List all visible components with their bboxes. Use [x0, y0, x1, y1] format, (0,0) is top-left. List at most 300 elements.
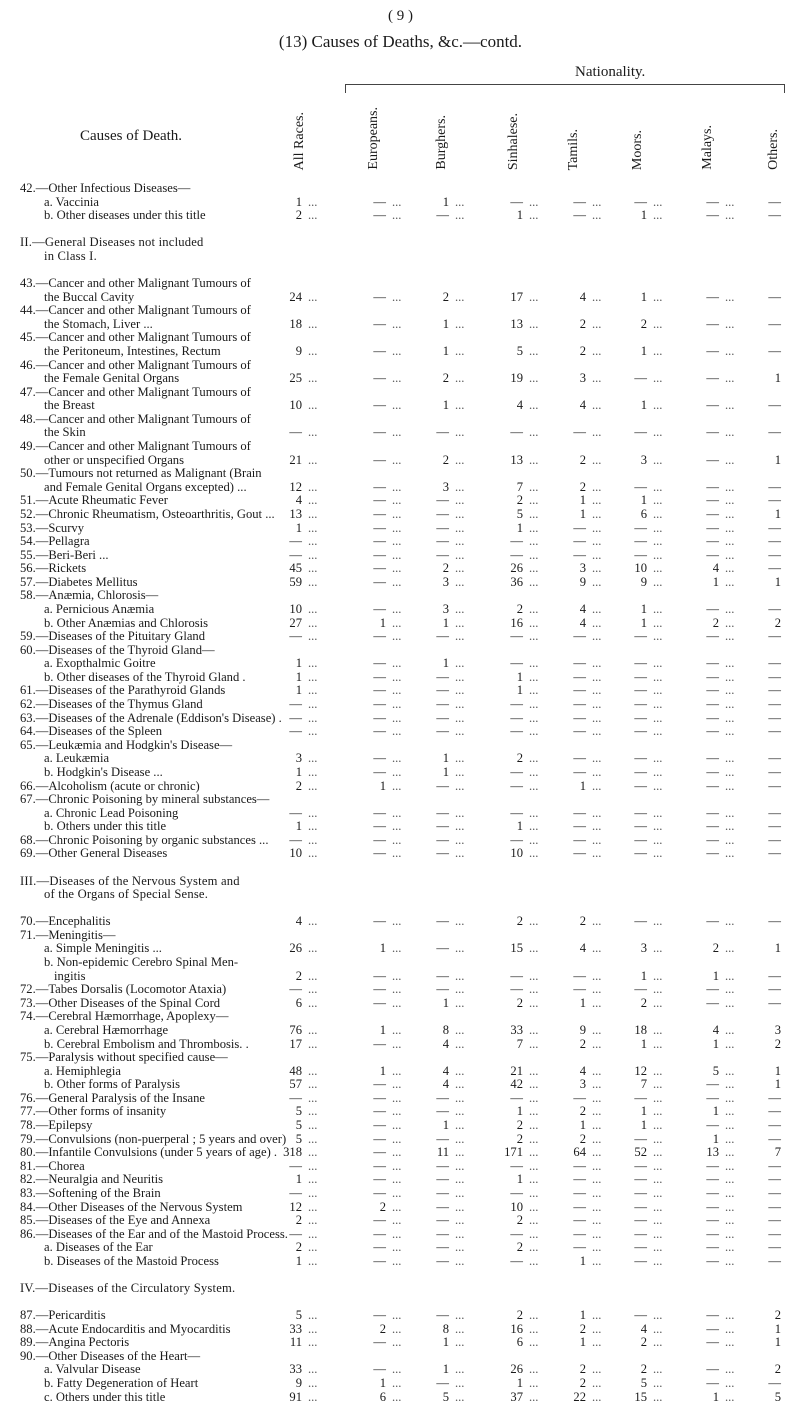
count-cell: — [289, 1158, 302, 1173]
leader-dots: ... [455, 778, 465, 793]
count-cell: — [373, 208, 386, 223]
count-cell: 10 [634, 561, 647, 576]
count-cell: 2 [516, 493, 523, 508]
leader-dots: ... [725, 1077, 735, 1092]
count-cell: — [510, 547, 523, 562]
leader-dots: ... [592, 724, 602, 739]
count-cell: 2 [640, 1335, 647, 1350]
column-header [766, 90, 790, 170]
count-cell: — [436, 534, 449, 549]
count-cell: — [289, 697, 302, 712]
count-cell: — [768, 697, 781, 712]
count-cell: 4 [442, 1063, 449, 1078]
leader-dots: ... [392, 1077, 402, 1092]
table-row [0, 941, 801, 955]
leader-dots: ... [725, 1090, 735, 1105]
count-cell: 2 [712, 941, 719, 956]
count-cell: 2 [640, 316, 647, 331]
leader-dots: ... [455, 1077, 465, 1092]
leader-dots: ... [455, 493, 465, 508]
leader-dots: ... [592, 534, 602, 549]
leader-dots: ... [529, 710, 539, 725]
count-cell: 9 [295, 1376, 302, 1391]
leader-dots: ... [455, 1158, 465, 1173]
leader-dots: ... [455, 398, 465, 413]
count-cell: 1 [379, 941, 386, 956]
leader-dots: ... [308, 710, 318, 725]
leader-dots: ... [529, 194, 539, 209]
leader-dots: ... [653, 1104, 663, 1119]
leader-dots: ... [392, 1145, 402, 1160]
leader-dots: ... [725, 1063, 735, 1078]
table-row [0, 670, 801, 684]
table-row [0, 1104, 801, 1118]
count-cell: — [436, 669, 449, 684]
count-cell: — [706, 697, 719, 712]
leader-dots: ... [653, 452, 663, 467]
leader-dots: ... [592, 452, 602, 467]
count-cell: — [634, 751, 647, 766]
count-cell: — [634, 1172, 647, 1187]
count-cell: 3 [640, 941, 647, 956]
column-header [434, 90, 458, 170]
leader-dots: ... [725, 1145, 735, 1160]
page-number: ( 9 ) [388, 8, 413, 24]
leader-dots: ... [653, 1090, 663, 1105]
count-cell: — [768, 1240, 781, 1255]
leader-dots: ... [592, 1172, 602, 1187]
count-cell: — [436, 805, 449, 820]
leader-dots: ... [653, 710, 663, 725]
leader-dots: ... [725, 506, 735, 521]
count-cell: — [436, 832, 449, 847]
count-cell: — [706, 398, 719, 413]
count-cell: — [373, 371, 386, 386]
table-row [0, 955, 801, 969]
leader-dots: ... [308, 1308, 318, 1323]
count-cell: — [634, 629, 647, 644]
count-cell: 1 [442, 1335, 449, 1350]
leader-dots: ... [725, 493, 735, 508]
leader-dots: ... [455, 1321, 465, 1336]
count-cell: — [768, 1376, 781, 1391]
leader-dots: ... [653, 751, 663, 766]
count-cell: 2 [516, 995, 523, 1010]
cause-label: 46.—Cancer and other Malignant Tumours of [20, 357, 251, 372]
cause-label: 84.—Other Diseases of the Nervous System [20, 1199, 243, 1214]
table-row [0, 1091, 801, 1105]
leader-dots: ... [392, 629, 402, 644]
count-cell: — [436, 968, 449, 983]
count-cell: — [289, 547, 302, 562]
count-cell: 59 [289, 574, 302, 589]
count-cell: — [436, 846, 449, 861]
count-cell: 1 [712, 574, 719, 589]
count-cell: — [706, 832, 719, 847]
count-cell: — [706, 629, 719, 644]
count-cell: — [573, 1090, 586, 1105]
cause-label: 79.—Convulsions (non-puerperal ; 5 years and over) [20, 1131, 287, 1146]
count-cell: 9 [579, 1022, 586, 1037]
leader-dots: ... [308, 425, 318, 440]
count-cell: — [706, 1172, 719, 1187]
leader-dots: ... [592, 316, 602, 331]
leader-dots: ... [529, 452, 539, 467]
leader-dots: ... [455, 316, 465, 331]
leader-dots: ... [725, 764, 735, 779]
leader-dots: ... [455, 724, 465, 739]
leader-dots: ... [725, 1185, 735, 1200]
leader-dots: ... [653, 316, 663, 331]
leader-dots: ... [725, 1172, 735, 1187]
count-cell: 16 [510, 615, 523, 630]
leader-dots: ... [725, 982, 735, 997]
leader-dots: ... [308, 208, 318, 223]
table-row [0, 711, 801, 725]
column-header [366, 90, 390, 170]
count-cell: 5 [295, 1131, 302, 1146]
count-cell: — [573, 846, 586, 861]
count-cell: — [768, 601, 781, 616]
leader-dots: ... [392, 941, 402, 956]
leader-dots: ... [653, 1389, 663, 1404]
count-cell: 2 [774, 1308, 781, 1323]
count-cell: — [634, 479, 647, 494]
table-row [0, 629, 801, 643]
leader-dots: ... [308, 982, 318, 997]
leader-dots: ... [592, 343, 602, 358]
leader-dots: ... [725, 1118, 735, 1133]
count-cell: 2 [295, 1240, 302, 1255]
count-cell: — [373, 982, 386, 997]
cause-label: 68.—Chronic Poisoning by organic substances ... [20, 832, 269, 847]
count-cell: 1 [712, 1036, 719, 1051]
leader-dots: ... [392, 683, 402, 698]
leader-dots: ... [392, 995, 402, 1010]
table-row [0, 860, 801, 874]
leader-dots: ... [653, 1226, 663, 1241]
count-cell: — [768, 629, 781, 644]
count-cell: — [289, 710, 302, 725]
leader-dots: ... [529, 1389, 539, 1404]
leader-dots: ... [592, 371, 602, 386]
cause-label: 65.—Leukæmia and Hodgkin's Disease— [20, 737, 233, 752]
table-row [0, 521, 801, 535]
leader-dots: ... [308, 343, 318, 358]
count-cell: 6 [379, 1389, 386, 1404]
leader-dots: ... [455, 764, 465, 779]
leader-dots: ... [592, 982, 602, 997]
count-cell: 48 [289, 1063, 302, 1078]
cause-label: c. Others under this title [44, 1389, 166, 1404]
leader-dots: ... [392, 194, 402, 209]
count-cell: — [706, 1376, 719, 1391]
count-cell: — [573, 819, 586, 834]
count-cell: — [373, 683, 386, 698]
count-cell: 10 [289, 398, 302, 413]
leader-dots: ... [455, 1131, 465, 1146]
leader-dots: ... [592, 425, 602, 440]
leader-dots: ... [308, 1158, 318, 1173]
leader-dots: ... [529, 656, 539, 671]
cause-label: 61.—Diseases of the Parathyroid Glands [20, 683, 226, 698]
table-row [0, 507, 801, 521]
cause-label: the Female Genital Organs [44, 371, 180, 386]
leader-dots: ... [592, 1104, 602, 1119]
count-cell: 5 [516, 343, 523, 358]
leader-dots: ... [455, 425, 465, 440]
count-cell: 2 [516, 1308, 523, 1323]
leader-dots: ... [653, 968, 663, 983]
leader-dots: ... [653, 914, 663, 929]
count-cell: — [289, 1185, 302, 1200]
count-cell: 26 [510, 561, 523, 576]
cause-label: 45.—Cancer and other Malignant Tumours of [20, 330, 251, 345]
cause-label: in Class I. [44, 248, 97, 263]
count-cell: 1 [579, 778, 586, 793]
leader-dots: ... [653, 669, 663, 684]
leader-dots: ... [725, 724, 735, 739]
leader-dots: ... [592, 1253, 602, 1268]
leader-dots: ... [725, 534, 735, 549]
leader-dots: ... [392, 1158, 402, 1173]
table-row [0, 1322, 801, 1336]
leader-dots: ... [592, 968, 602, 983]
leader-dots: ... [455, 194, 465, 209]
count-cell: 2 [579, 1036, 586, 1051]
count-cell: 26 [289, 941, 302, 956]
leader-dots: ... [308, 194, 318, 209]
table-row [0, 425, 801, 439]
count-cell: — [706, 1240, 719, 1255]
leader-dots: ... [529, 506, 539, 521]
leader-dots: ... [455, 615, 465, 630]
count-cell: — [373, 1240, 386, 1255]
count-cell: — [289, 805, 302, 820]
count-cell: 5 [640, 1376, 647, 1391]
count-cell: — [373, 561, 386, 576]
cause-label: 58.—Anæmia, Chlorosis— [20, 588, 159, 603]
count-cell: 13 [706, 1145, 719, 1160]
column-header [700, 90, 724, 170]
count-cell: — [373, 194, 386, 209]
count-cell: — [634, 1240, 647, 1255]
count-cell: — [706, 506, 719, 521]
count-cell: 1 [442, 751, 449, 766]
count-cell: — [436, 1199, 449, 1214]
leader-dots: ... [529, 479, 539, 494]
count-cell: — [373, 1253, 386, 1268]
count-cell: 1 [516, 669, 523, 684]
table-row [0, 1132, 801, 1146]
table-row [0, 765, 801, 779]
count-cell: — [373, 1172, 386, 1187]
table-row [0, 1362, 801, 1376]
leader-dots: ... [592, 1199, 602, 1214]
count-cell: 1 [774, 574, 781, 589]
leader-dots: ... [308, 601, 318, 616]
count-cell: — [510, 697, 523, 712]
count-cell: 2 [295, 1213, 302, 1228]
count-cell: — [634, 1226, 647, 1241]
leader-dots: ... [308, 656, 318, 671]
count-cell: — [706, 1253, 719, 1268]
count-cell: — [634, 1253, 647, 1268]
leader-dots: ... [529, 1036, 539, 1051]
table-row [0, 928, 801, 942]
count-cell: — [373, 452, 386, 467]
count-cell: — [436, 1185, 449, 1200]
count-cell: 8 [442, 1022, 449, 1037]
leader-dots: ... [308, 506, 318, 521]
leader-dots: ... [308, 724, 318, 739]
cause-label: 43.—Cancer and other Malignant Tumours of [20, 276, 251, 291]
count-cell: — [436, 724, 449, 739]
count-cell: 1 [712, 1389, 719, 1404]
count-cell: — [436, 1253, 449, 1268]
leader-dots: ... [392, 574, 402, 589]
leader-dots: ... [653, 1376, 663, 1391]
count-cell: — [373, 1036, 386, 1051]
table-row [0, 806, 801, 820]
cause-label: the Skin [44, 425, 86, 440]
count-cell: — [289, 425, 302, 440]
leader-dots: ... [725, 778, 735, 793]
leader-dots: ... [653, 1063, 663, 1078]
count-cell: — [373, 506, 386, 521]
count-cell: — [573, 425, 586, 440]
leader-dots: ... [592, 520, 602, 535]
leader-dots: ... [725, 710, 735, 725]
cause-label: IV.—Diseases of the Circulatory System. [20, 1280, 236, 1295]
count-cell: 1 [379, 1063, 386, 1078]
count-cell: 2 [579, 914, 586, 929]
leader-dots: ... [592, 1036, 602, 1051]
table-row [0, 1023, 801, 1037]
leader-dots: ... [653, 1185, 663, 1200]
table-row [0, 792, 801, 806]
count-cell: 2 [442, 371, 449, 386]
table-row [0, 235, 801, 249]
column-header-label: Europeans. [366, 107, 381, 170]
count-cell: — [436, 520, 449, 535]
count-cell: 33 [289, 1362, 302, 1377]
leader-dots: ... [308, 1145, 318, 1160]
leader-dots: ... [592, 574, 602, 589]
leader-dots: ... [308, 452, 318, 467]
count-cell: 91 [289, 1389, 302, 1404]
count-cell: 1 [712, 1104, 719, 1119]
table-row [0, 738, 801, 752]
leader-dots: ... [592, 615, 602, 630]
cause-label: 52.—Chronic Rheumatism, Osteoarthritis, Gout ... [20, 506, 275, 521]
count-cell: 2 [712, 615, 719, 630]
table-row [0, 588, 801, 602]
column-header [630, 90, 654, 170]
leader-dots: ... [529, 941, 539, 956]
count-cell: — [768, 1199, 781, 1214]
count-cell: — [573, 1199, 586, 1214]
count-cell: 1 [442, 615, 449, 630]
cause-label: ingitis [54, 968, 86, 983]
count-cell: — [373, 547, 386, 562]
count-cell: — [768, 534, 781, 549]
leader-dots: ... [529, 1308, 539, 1323]
table-row [0, 303, 801, 317]
leader-dots: ... [308, 289, 318, 304]
count-cell: 1 [774, 941, 781, 956]
count-cell: — [289, 629, 302, 644]
table-row [0, 751, 801, 765]
leader-dots: ... [653, 547, 663, 562]
count-cell: — [768, 914, 781, 929]
leader-dots: ... [392, 1036, 402, 1051]
count-cell: 1 [442, 656, 449, 671]
leader-dots: ... [392, 1104, 402, 1119]
leader-dots: ... [653, 520, 663, 535]
count-cell: — [706, 656, 719, 671]
count-cell: — [768, 1226, 781, 1241]
count-cell: — [373, 520, 386, 535]
leader-dots: ... [592, 1077, 602, 1092]
count-cell: 2 [516, 1240, 523, 1255]
leader-dots: ... [529, 493, 539, 508]
count-cell: — [436, 629, 449, 644]
count-cell: 33 [289, 1321, 302, 1336]
count-cell: — [768, 289, 781, 304]
count-cell: — [436, 1240, 449, 1255]
count-cell: — [436, 1104, 449, 1119]
count-cell: 17 [510, 289, 523, 304]
cause-label: 70.—Encephalitis [20, 914, 111, 929]
count-cell: — [768, 669, 781, 684]
leader-dots: ... [653, 289, 663, 304]
count-cell: 7 [774, 1145, 781, 1160]
leader-dots: ... [725, 629, 735, 644]
count-cell: — [436, 1090, 449, 1105]
table-row [0, 181, 801, 195]
table-row [0, 1240, 801, 1254]
leader-dots: ... [653, 1321, 663, 1336]
count-cell: — [634, 534, 647, 549]
table-row [0, 887, 801, 901]
count-cell: — [373, 656, 386, 671]
leader-dots: ... [392, 371, 402, 386]
cause-label: 77.—Other forms of insanity [20, 1104, 167, 1119]
count-cell: — [706, 805, 719, 820]
cause-label: 89.—Angina Pectoris [20, 1335, 130, 1350]
leader-dots: ... [455, 534, 465, 549]
count-cell: — [510, 968, 523, 983]
leader-dots: ... [308, 1199, 318, 1214]
leader-dots: ... [308, 1240, 318, 1255]
leader-dots: ... [529, 343, 539, 358]
count-cell: — [768, 832, 781, 847]
count-cell: 10 [510, 846, 523, 861]
leader-dots: ... [392, 601, 402, 616]
leader-dots: ... [392, 1362, 402, 1377]
count-cell: 2 [516, 1131, 523, 1146]
count-cell: 2 [774, 1362, 781, 1377]
leader-dots: ... [529, 1063, 539, 1078]
count-cell: 5 [774, 1389, 781, 1404]
count-cell: 10 [289, 601, 302, 616]
count-cell: — [573, 697, 586, 712]
leader-dots: ... [529, 371, 539, 386]
table-row [0, 1037, 801, 1051]
count-cell: — [373, 1131, 386, 1146]
leader-dots: ... [592, 805, 602, 820]
